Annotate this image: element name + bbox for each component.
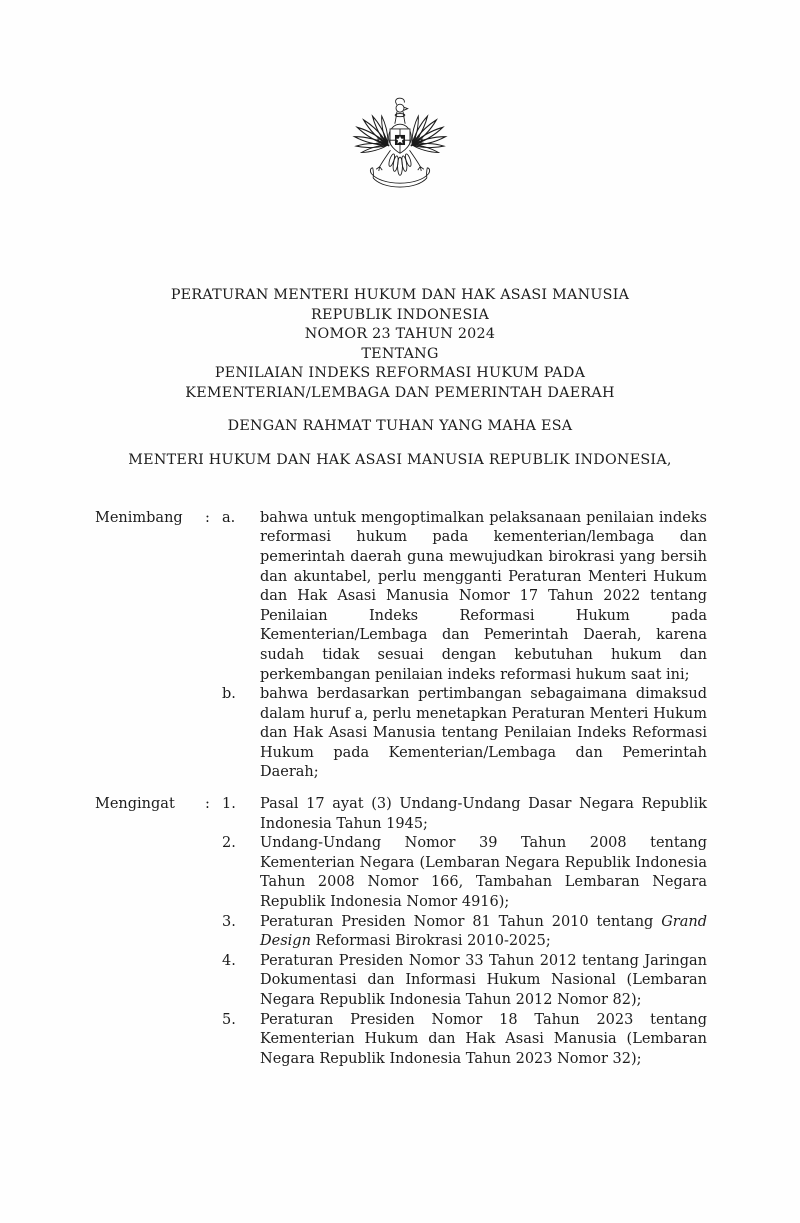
document-title — [0, 286, 800, 404]
item-marker: 2. — [222, 835, 236, 852]
item-text: Undang-Undang Nomor 39 Tahun 2008 tentang Kementerian Negara (Lembaran Negara Republik Indonesia Tahun 2008 Nomor 166, Tambahan Lembaran Negara Republik Indonesia Nomor 4916); — [260, 835, 707, 911]
menimbang-colon: : — [205, 509, 210, 526]
text-segment: Peraturan Presiden Nomor 81 Tahun 2010 tentang — [260, 913, 662, 930]
mengingat-item-2 — [222, 834, 707, 912]
mengingat-item-3 — [222, 913, 707, 952]
item-marker: 4. — [222, 952, 236, 969]
garuda-pancasila-icon — [348, 92, 452, 198]
mengingat-item-5 — [222, 1011, 707, 1070]
item-text: Peraturan Presiden Nomor 33 Tahun 2012 tentang Jaringan Dokumentasi dan Informasi Hukum Nasional (Lembaran Negara Republik Indonesia Tahun 2012 Nomor 82); — [260, 952, 707, 1008]
authority-line: MENTERI HUKUM DAN HAK ASASI MANUSIA REPUBLIK INDONESIA, — [128, 452, 672, 469]
mengingat-item-4 — [222, 952, 707, 1011]
mengingat-label: Mengingat — [95, 796, 175, 813]
title-line-3: NOMOR 23 TAHUN 2024 — [304, 326, 496, 343]
menimbang-section — [95, 509, 707, 783]
item-text: bahwa untuk mengoptimalkan pelaksanaan penilaian indeks reformasi hukum pada kementerian/lembaga dan pemerintah daerah guna mewujudkan birokrasi yang bersih dan akuntabel, perlu mengganti Peraturan Menteri Hukum dan Hak Asasi Manusia Nomor 17 Tahun 2022 tentang Penilaian Indeks Reformasi Hukum pada Kementerian/Lembaga dan Pemerintah Daerah, karena sudah tidak sesuai dengan kebutuhan hukum dan perkembangan penilaian indeks reformasi hukum saat ini; — [260, 509, 707, 683]
item-text: bahwa berdasarkan pertimbangan sebagaimana dimaksud dalam huruf a, perlu menetapkan Peraturan Menteri Hukum dan Hak Asasi Manusia tentang Penilaian Indeks Reformasi Hukum pada Kementerian/Lembaga dan Pemerintah Daerah; — [260, 686, 707, 781]
title-line-4: TENTANG — [361, 345, 439, 362]
mengingat-section — [95, 795, 707, 1069]
item-marker: 1. — [222, 796, 236, 813]
text-segment: Reformasi Birokrasi 2010-2025; — [310, 933, 551, 950]
garuda-pancasila-emblem — [348, 92, 452, 198]
menimbang-item-a — [222, 509, 707, 685]
item-text: Peraturan Presiden Nomor 18 Tahun 2023 tentang Kementerian Hukum dan Hak Asasi Manusia (Lembaran Negara Republik Indonesia Tahun 2023 Nomor 32); — [260, 1011, 707, 1067]
title-line-6: KEMENTERIAN/LEMBAGA DAN PEMERINTAH DAERAH — [185, 384, 615, 401]
title-line-5: PENILAIAN INDEKS REFORMASI HUKUM PADA — [214, 365, 586, 382]
item-marker: 5. — [222, 1011, 236, 1028]
mengingat-item-1 — [222, 795, 707, 834]
item-text — [260, 913, 707, 952]
menimbang-label: Menimbang — [95, 509, 183, 526]
item-marker: a. — [222, 509, 236, 526]
mengingat-colon: : — [205, 796, 210, 813]
title-line-1: PERATURAN MENTERI HUKUM DAN HAK ASASI MANUSIA — [170, 287, 630, 303]
invocation-line: DENGAN RAHMAT TUHAN YANG MAHA ESA — [227, 417, 573, 434]
preamble-body — [95, 509, 707, 1070]
text-segment-italic: Grand Design — [260, 913, 707, 950]
item-text: Pasal 17 ayat (3) Undang-Undang Dasar Negara Republik Indonesia Tahun 1945; — [260, 796, 707, 832]
title-line-2: REPUBLIK INDONESIA — [310, 306, 490, 323]
item-marker: b. — [222, 686, 236, 703]
item-marker: 3. — [222, 913, 236, 930]
menimbang-item-b — [222, 685, 707, 783]
